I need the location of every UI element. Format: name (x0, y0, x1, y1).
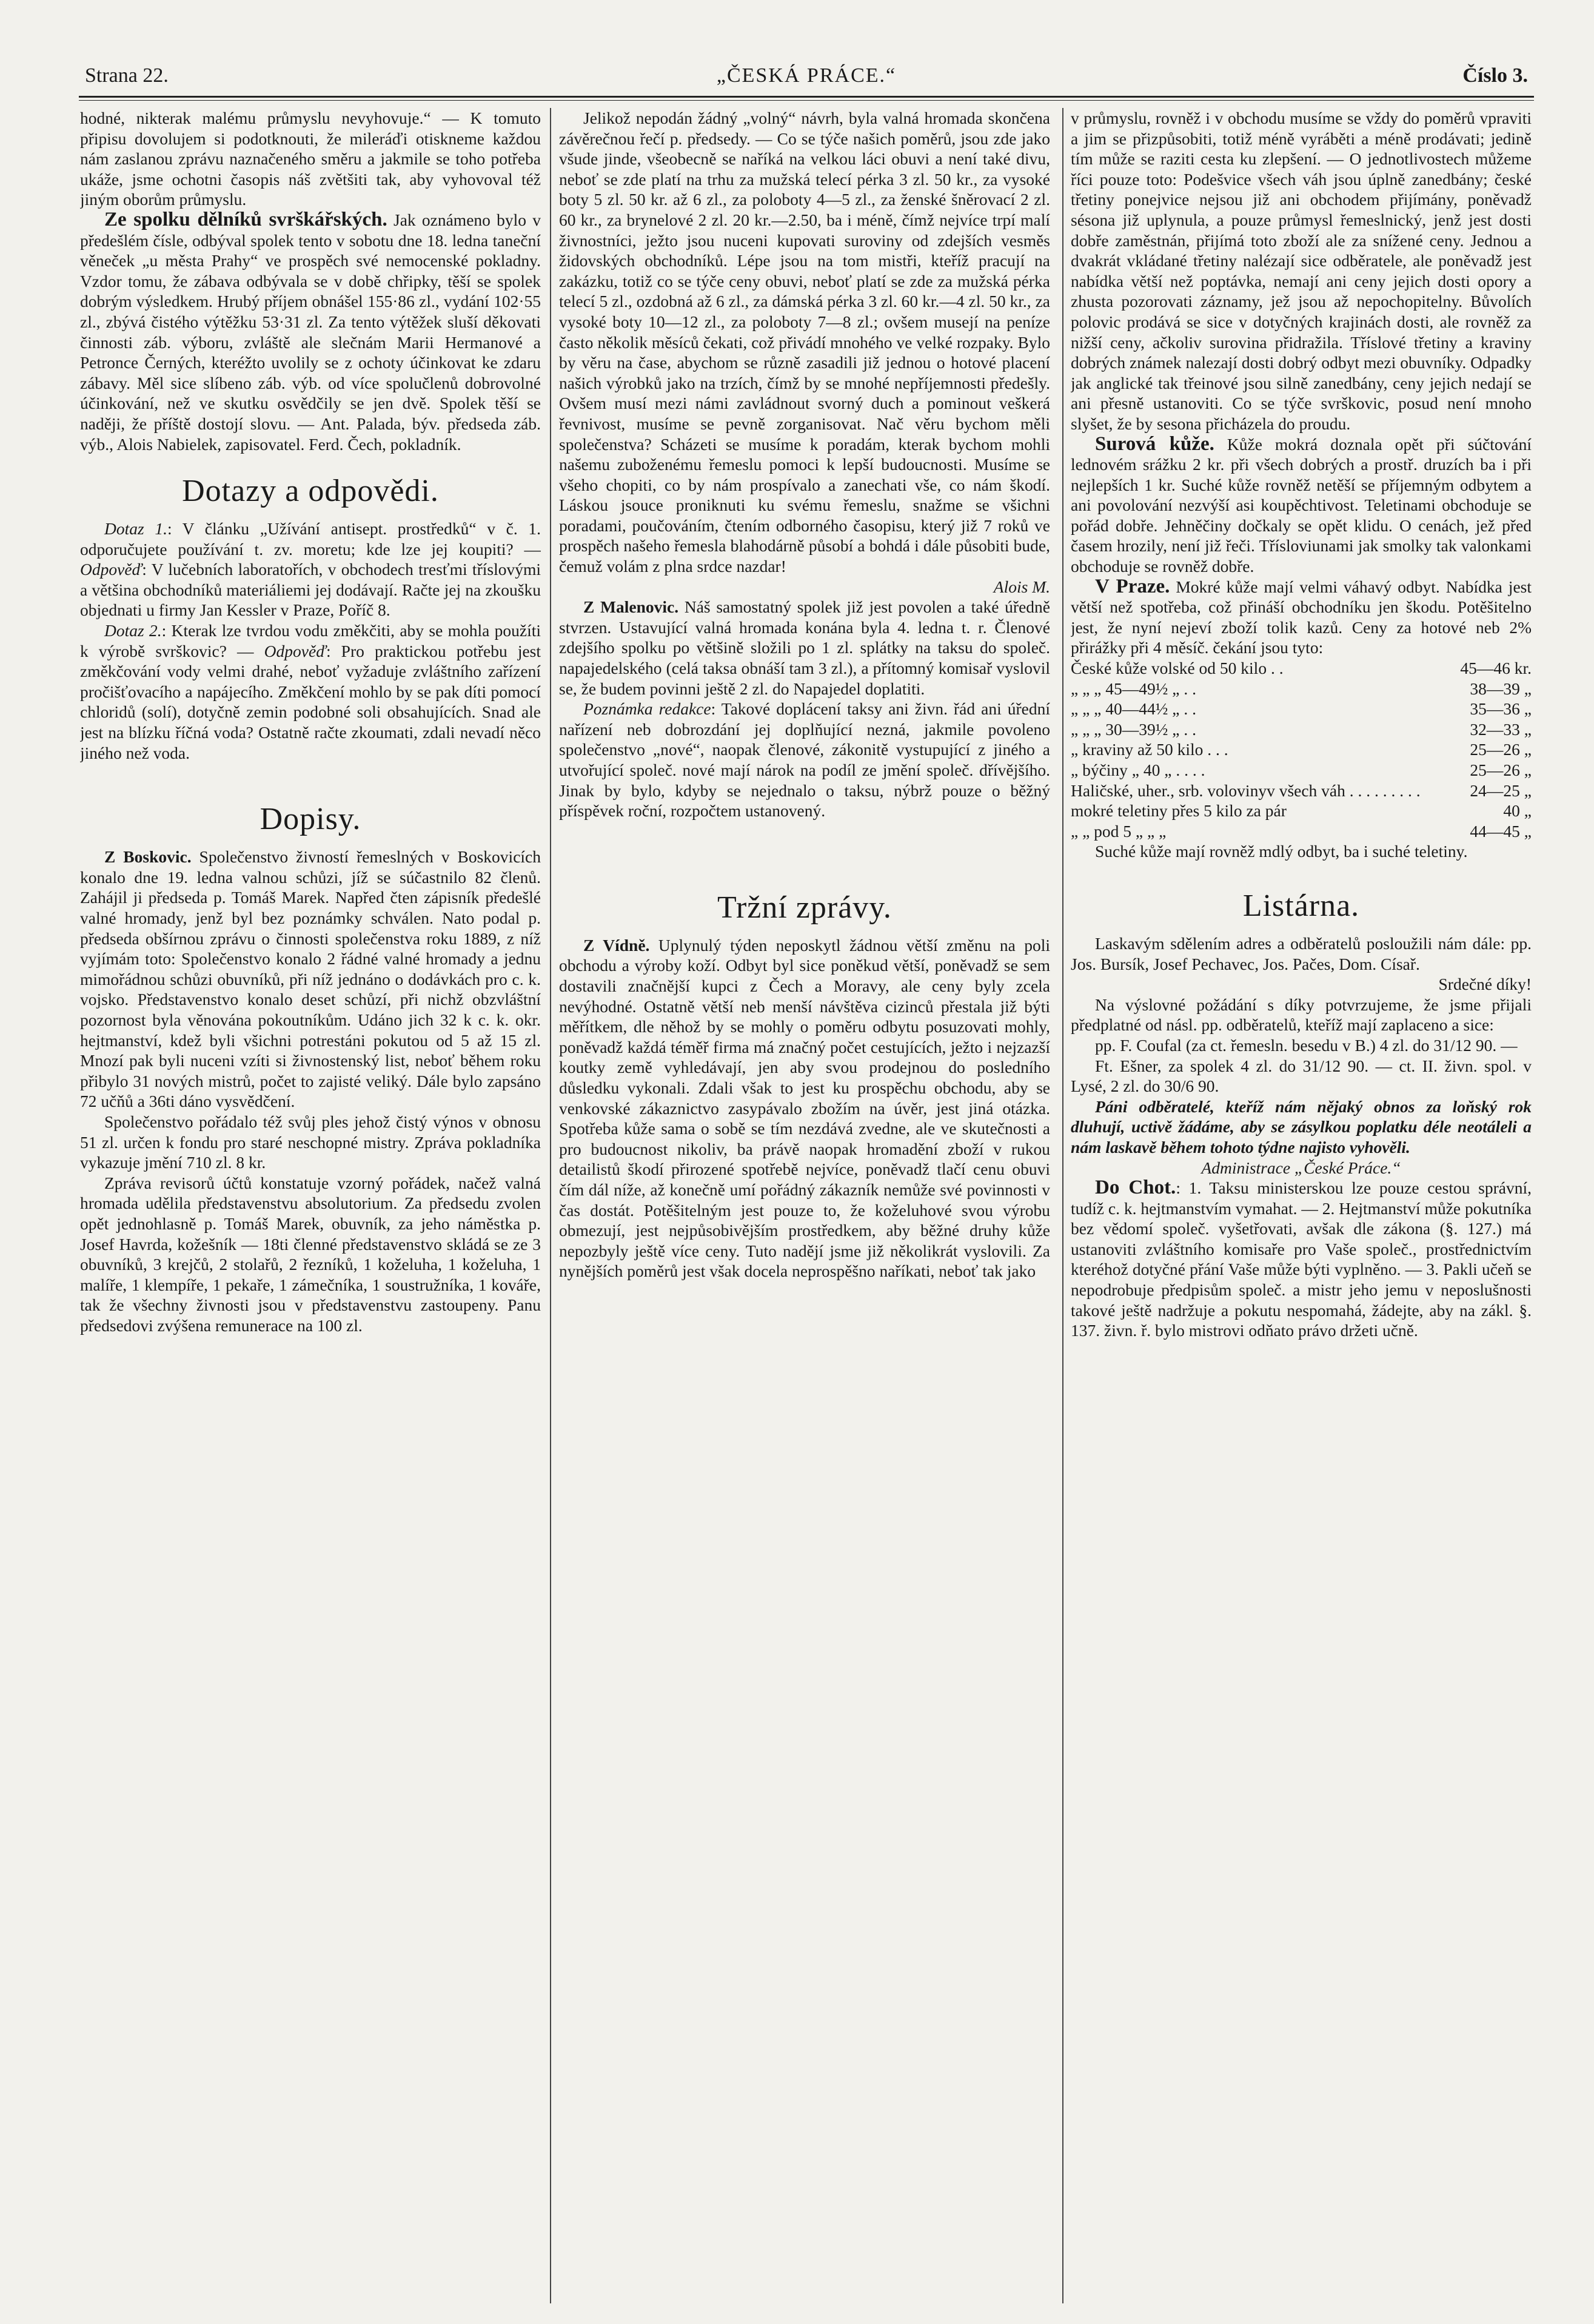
article-heading: Ze spolku dělníků svrškářských. (104, 208, 387, 230)
price-row (1071, 679, 1532, 699)
answer-text: : Pro praktickou potřebu jest změkčování vody velmi drahé, neboť vyžaduje zvláštního zařízení pročišťovacího a napájecího. Změkčení mohlo by se pak díti pomocí chloridů (solí), dotyčně zemin podobné soli obsahujících. Snad ale jest na blízku říčná voda? Ostatně račte zkoumati, zdali nevadí něco jiného než voda. (80, 641, 541, 762)
article-heading: Z Malenovic. (583, 597, 679, 617)
question-text: : Kterak lze tvrdou vodu změkčiti, aby se mohla použíti k výrobě svrškovic? — (80, 621, 541, 660)
price-row (1071, 658, 1532, 679)
price-value: 35—36 „ (1470, 699, 1532, 719)
paragraph: Ft. Ešner, za spolek 4 zl. do 31/12 90. — ct. II. živn. spol. v Lysé, 2 zl. do 30/6 90. (1071, 1056, 1532, 1096)
paragraph: hodné, nikterak malému průmyslu nevyhovuje.“ — K tomuto připisu dovolujem si podotknouti, že mileráďi otiskneme každou nám zaslanou zprávu naznačeného směru a jakmile se toho potřeba ukáže, jsme ochotni časopis náš zvětšiti tak, aby vyhovoval též jiným oborům průmyslu. (80, 109, 541, 209)
section-title-dotazy: Dotazy a odpovědi. (182, 474, 439, 509)
signature: Alois M. (993, 577, 1050, 596)
price-item: mokré teletiny přes 5 kilo za pár (1071, 801, 1287, 821)
masthead-title: „ČESKÁ PRÁCE.“ (716, 64, 897, 87)
price-item: „ kraviny až 50 kilo . . . (1071, 740, 1228, 759)
paragraph: Jelikož nepodán žádný „volný“ návrh, byla valná hromada skončena závěrečnou řečí p. předsedy. — Co se týče našich poměrů, jsou zde jako všude jinde, všeobecně se naříká na velkou láci obuvi a není také divu, neboť se zde platí na trhu za mužská telecí pérka 3 zl. 50 kr., za vysoké boty 5 zl. 50 kr. až 6 zl., za poloboty 4—5 zl., za ženské šněrovací 2 zl. 60 kr., za brynelové 2 zl. 20 kr.—2.50, ba i méně, čímž nejvíce trpí malí živnostníci, ježto jsou nuceni kupovati suroviny od zdejších vesměs židovských obchodníků. Lépe jsou na tom mistři, kteříž pracují na zakázku, totiž co se týče ceny obuvi, neboť platí se zde za mužská pérka telecí 5 zl., ozdobná až 6 zl., za dámská pérka 3 zl. 60 kr.—4 zl. 50 kr., za vysoké boty 10—12 zl., za poloboty 7—8 zl.; ovšem musejí na peníze často několik měsíců čekati, což přivádí mnohého ve velké rozpaky. Bylo by věru na čase, abychom se různě zasadili již jednou o hotové placení našich výrobků jako na trzích, čímž by se mnohé nepříjemnosti předešly. Ovšem musí mezi námi zavládnout svorný duch a pominout veškerá řevnivost, musíme se pevně zorganisovat. Nač věru bychom měli společenstva? Scházeti se musíme k poradám, kterak bychom mohli našemu zuboženému řemeslu pomoci k lepší budoucnosti. Musíme se všeho chopiti, co by nám prospívalo a zanechati vše, co nám škodí. Láskou jsouce proniknuti ku svému řemeslu, snažme se všichni poradami, poučováním, čtením odborného časopisu, který již 7 roků ve prospěch našeho řemesla blahodárně působí a bohdá i dále působiti bude, čemuž volám z plna srdce nazdar! (559, 109, 1050, 576)
question-text: : V článku „Užívání antisept. prostředků“ v č. 1. odporučujete používání t. zv. moretu; kde lze jej koupiti? — (80, 519, 541, 559)
article-body: : 1. Taksu ministerskou lze pouze cestou správní, tudíž c. k. hejtmanstvím vymahat. — 2. Hejtmanství může pokutníka bez vědomí společ. vyšetřovati, avšak dle zákona (§. 127.) má ustanoviti zvláštního komisaře pro Vaše společ., prostřednictvím kteréhož dotyčné přání Vaše může býti vyplněno. — 3. Pakli učeň se nepodrobuje předpisům společ. a mistr jeho jemu v neposlušnosti takové ještě nadržuje a pokutu nespomahá, žádejte, aby na zákl. §. 137. živn. ř. bylo mistrovi odňato právo držeti učně. (1071, 1178, 1532, 1340)
column-divider-1 (550, 108, 551, 2303)
price-value: 45—46 kr. (1460, 659, 1532, 678)
article-viden (559, 935, 1050, 1281)
article-malenovice (559, 597, 1050, 699)
price-row (1071, 801, 1532, 821)
article-heading: V Praze. (1095, 575, 1170, 597)
paragraph: Společenstvo pořádalo též svůj ples jehož čistý výnos v obnosu 51 zl. určen k fondu pro staré neschopné mistry. Zpráva pokladníka vykazuje jmění 710 zl. 8 kr. (80, 1112, 541, 1172)
article-surova (1071, 434, 1532, 577)
article-praha (1071, 577, 1532, 658)
note-label: Poznámka redakce (583, 699, 711, 719)
question-2 (80, 620, 541, 763)
price-item: České kůže volské od 50 kilo . . (1071, 659, 1284, 678)
question-label: Dotaz 1. (104, 519, 167, 539)
page-number: Strana 22. (85, 64, 169, 87)
article-body: Jak oznámeno bylo v předešlém čísle, odbýval spolek tento v sobotu dne 18. ledna taneční věneček „u města Prahy“ ve prospěch své nemocenské pokladny. Vzdor tomu, že zábava odbývala se v době chřipky, těší se spolek dobrým výsledkem. Hrubý příjem obnášel 155·86 zl., vydání 102·55 zl., zbývá čistého výtěžku 53·31 zl. Za tento výtěžek sluší děkovati činnosti záb. výboru, zvláště ale slečnám Marii Hermanové a Petronce Černých, kteréžto uvolily se z ochoty účinkovat ke zdaru zábavy. Měl sice slíbeno záb. výb. od více spolučlenů dobrovolné účinkování, než ve skutku osvědčily se jen dvě. Spolek těší se naději, že příště dostojí slovu. — Ant. Palada, býv. předseda záb. výb., Alois Nabielek, zapisovatel. Ferd. Čech, pokladník. (80, 210, 541, 454)
price-item: „ „ „ 30—39½ „ . . (1071, 719, 1196, 739)
article-body: Společenstvo živností řemeslných v Boskovicích konalo dne 19. ledna valnou schůzi, jíž se súčastnilo 82 členů. Zahájil ji předseda p. Tomáš Marek. Napřed čten zápisník předešlé valné hromady, jenž byl bez poznámky schválen. Nato podal p. předseda obšírnou zprávu o činnosti společenstva roku 1889, z níž vyjímám toto: Společenstvo konalo 2 řádné valné hromady a jednu mimořádnou schůzi obuvníků, při níž jednáno o dodávkách pro c. k. vojsko. Představenstvo konalo deset schůzí, při nichž obzvláštní pozornost byla věnována pokoutníkům. Udáno jich 32 k c. k. okr. hejtmanství, kdež byli všichni potrestáni pokutou od 5 až 15 zl. Mnozí pak byli nuceni vzíti si živnostenský list, neboť během roku přibylo 31 nových mistrů, počet to zajisté veliký. Dále bylo zapsáno 72 učňů a 36ti dáno vysvědčení. (80, 847, 541, 1111)
price-row (1071, 781, 1532, 801)
paragraph: Laskavým sdělením adres a odběratelů posloužili nám dále: pp. Jos. Bursík, Josef Pechavec, Jos. Pačes, Dom. Císař. (1071, 933, 1532, 973)
paragraph: v průmyslu, rovněž i v obchodu musíme se vždy do poměrů vpraviti a jim se přizpůsobiti, totiž méně vyráběti a méně prodávati; jedině tím může se raziti cesta ku zlepšení. — O jednotlivostech můžeme říci pouze toto: Podešvice všech váh jsou úplně zanedbány; české třetiny ponejvice nejsou již ani obchodem přijímány, poněvadž sésona již uplynula, a pouze průmysl řemeslnický, jenž jest dosti dobře zaměstnán, přijímá toto zboží ale za snížené ceny. Jednou a dvakrát vkládané třetiny nalézají sice odběratele, ale poněvadž jest nabídka větší než poptávka, nemají ani ceny jejich dosti opory a zhusta pozorovati záznamy, jež jsou až nepochopitelny. Bůvolích polovic prodává se sice v dotyčných krajinách dosti, ale rovněž za nižší ceny, ačkoliv surovina přidražila. Tříslové třetiny a kraviny dobrých známek nalezají dosti dobrý odbyt mezi obuvníky. Odpadky jak anglické tak třeinové jsou silně zanedbány, ceny jejich nedají se ani přesně ustanoviti. Co se týče svrškovic, posud není mnoho slyšet, že by sesona přicházela do proudu. (1071, 109, 1532, 433)
column-2 (559, 108, 1050, 2303)
question-1 (80, 519, 541, 620)
price-value: 25—26 „ (1470, 740, 1532, 759)
article-body: Mokré kůže mají velmi váhavý odbyt. Nabídka jest větší než spotřeba, což přináší obchodníku jen škodu. Potěšitelno jest, že nyní nejeví zboží tolik kazů. Ceny za hotové neb 2% přirážky při 4 měsíč. čekání jsou tyto: (1071, 577, 1532, 657)
answer-label: Odpověď (264, 641, 326, 660)
price-row (1071, 760, 1532, 781)
section-title-listarna: Listárna. (1242, 888, 1360, 923)
header-rule (79, 96, 1534, 98)
price-value: 24—25 „ (1470, 781, 1532, 800)
thanks-line: Srdečné díky! (1438, 975, 1532, 994)
price-value: 32—33 „ (1470, 719, 1532, 739)
answer-label: Odpověď (80, 560, 142, 579)
header-rule-thin (79, 100, 1534, 101)
price-row (1071, 699, 1532, 719)
article-body: Kůže mokrá doznala opět při súčtování lednovém srážku 2 kr. při všech dobrých a prostř. druzích ba i při nejlepších 1 kr. Suché kůže rovněž netěší se příjemným odbytem a ani povolování nezvýší asi koupěchtivost. Teletinami obchoduje se pořád dobře. Jehněčiny dočkaly se opět klidu. O cenách, jež před časem hrozily, není již řeči. Třísloviunami jak smolky tak valonkami obchoduje se rovněž dobře. (1071, 434, 1532, 576)
paragraph: Suché kůže mají rovněž mdlý odbyt, ba i suché teletiny. (1095, 842, 1468, 861)
price-value: 25—26 „ (1470, 761, 1532, 779)
column-1 (80, 108, 541, 2303)
article-heading: Z Boskovic. (104, 847, 192, 867)
article-heading: Do Chot. (1095, 1177, 1176, 1199)
paragraph: Na výslovné požádání s díky potvrzujeme, že jsme přijali předplatné od násl. pp. odběratelů, kteříž mají zaplaceno a sice: (1071, 995, 1532, 1035)
note-body: : Takové doplácení taksy ani živn. řád ani úřední nařízení neb dobrozdání jej doplňující nezná, jakmile povoleno společenstvo „nové“, naopak členové, zákonitě vystupující z jiného a utvořující společ. nové mají nárok na podíl ze jmění společ. dřívějšího. Jinak by bylo, kdyby se nejednalo o taksu, nýbrž pouze o běžný příspěvek roční, rozpočtem ustanovený. (559, 699, 1050, 821)
price-item: Haličské, uher., srb. volovinyv všech váh . . . . . . . . . (1071, 781, 1421, 800)
price-value: 40 „ (1503, 801, 1532, 821)
price-item: „ býčiny „ 40 „ . . . . (1071, 761, 1205, 779)
question-label: Dotaz 2. (104, 621, 162, 640)
reply-chotebor (1071, 1178, 1532, 1341)
article-heading: Surová kůže. (1095, 432, 1214, 455)
article-spolek (80, 210, 541, 454)
price-item: „ „ pod 5 „ „ „ (1071, 821, 1167, 841)
section-title-dopisy: Dopisy. (260, 802, 361, 837)
article-heading: Z Vídně. (583, 935, 650, 955)
price-value: 38—39 „ (1470, 679, 1532, 698)
paragraph: Zpráva revisorů účtů konstatuje vzorný pořádek, načež valná hromada udělila představenstvu absolutorium. Za předsedu zvolen opět jednohlasně p. Tomáš Marek, obuvník, za jeho náměstka p. Josef Havrda, kožešník — 18ti členné představenstvo skládá se ze 3 obuvníků, 3 krejčů, 2 stolařů, 2 řezníků, 1 koželuha, 1 koželuha, 1 malíře, 1 klempíře, 1 pekaře, 1 zámečníka, 1 soustružníka, 1 kováře, tak že všechny živnosti jsou v představenstvu zastoupeny. Panu předsedovi zvýšena remunerace na 100 zl. (80, 1173, 541, 1335)
price-table (1071, 658, 1532, 841)
answer-text: : V lučebních laboratořích, v obchodech tresťmi tříslovými a většina obchodníků materiáliemi jej dodávají. Račte jej na zkoušku objednati u firmy Jan Kessler v Praze, Poříč 8. (80, 560, 541, 620)
paragraph: pp. F. Coufal (za ct. řemesln. besedu v B.) 4 zl. do 31/12 90. — (1095, 1035, 1518, 1055)
article-body: Uplynulý týden neposkytl žádnou větší změnu na poli obchodu a výroby koží. Odbyt byl sice poněkud větší, poněvadž se sem dostavili značnější kupci z Čech a Moravy, ale ceny byly zcela nevýhodné. Ostatně větší neb menší návštěva cizinců přestala již býti měřítkem, dle něhož by se mohly o poměru odbytu posuzovati mohly, poněvadž každá téměř firma má značný počet cestujících, ježto i nejzazší koutky země vyhledávají, jen aby svou prodejnou do posledního důsledku vykonali. Zdali však to jest ku prospěchu obchodu, aby se venkovské zákaznictvo zasypávalo zbožím na úvěr, jest jiná otázka. Spotřeba kůže sama o sobě se tím nezdává zvedne, ale ve skutečnosti a pro budoucnost nikoliv, ba právě naopak hromadění zboží v rukou detailistů škodí přirozené spotřebě nejvíce, poněvadž tlačí cenu obuvi čím dál níže, až konečně umí pořádný zákazník nemůže své povinnosti v čas dostát. Potěšitelným jest pouze to, že koželuhové svou výrobu obmezují, jest nejpůsobivějším prostředkem, aby běžné druhy kůže nepozbyly ještě více ceny. Tuto nadějí jsme již několikrát vyslovili. Za nynějších poměrů jest však docela neprospěšno naříkati, neboť tak jako (559, 935, 1050, 1281)
column-divider-2 (1062, 108, 1063, 2303)
price-row (1071, 739, 1532, 760)
page-header (79, 61, 1534, 92)
editor-note (559, 699, 1050, 821)
paragraph: Páni odběratelé, kteříž nám nějaký obnos za loňský rok dluhují, uctivě žádáme, aby se zásylkou poplatku déle neotáleli a nám laskavě během tohoto týdne najisto vyhověli. (1071, 1097, 1532, 1157)
article-body: Náš samostatný spolek již jest povolen a také úředně stvrzen. Ustavující valná hromada konána byla 4. ledna t. r. Členové zdejšího spolku po většině složili po 1 zl. splátky na taksu do společ. napajedelského (celá taksa obnáší tam 3 zl.), a přítomný komisař vyslovil se, že budem povinni ještě 2 zl. do Napajedel doplatiti. (559, 597, 1050, 698)
section-title-trzni: Tržní zprávy. (717, 890, 892, 925)
price-row (1071, 719, 1532, 740)
price-item: „ „ „ 45—49½ „ . . (1071, 679, 1196, 698)
price-item: „ „ „ 40—44½ „ . . (1071, 699, 1196, 719)
administration-signature: Administrace „České Práce.“ (1201, 1158, 1401, 1177)
price-row (1071, 821, 1532, 842)
issue-number: Číslo 3. (1462, 64, 1528, 87)
column-3 (1071, 108, 1532, 2303)
article-boskovice (80, 847, 541, 1112)
price-value: 44—45 „ (1470, 821, 1532, 841)
